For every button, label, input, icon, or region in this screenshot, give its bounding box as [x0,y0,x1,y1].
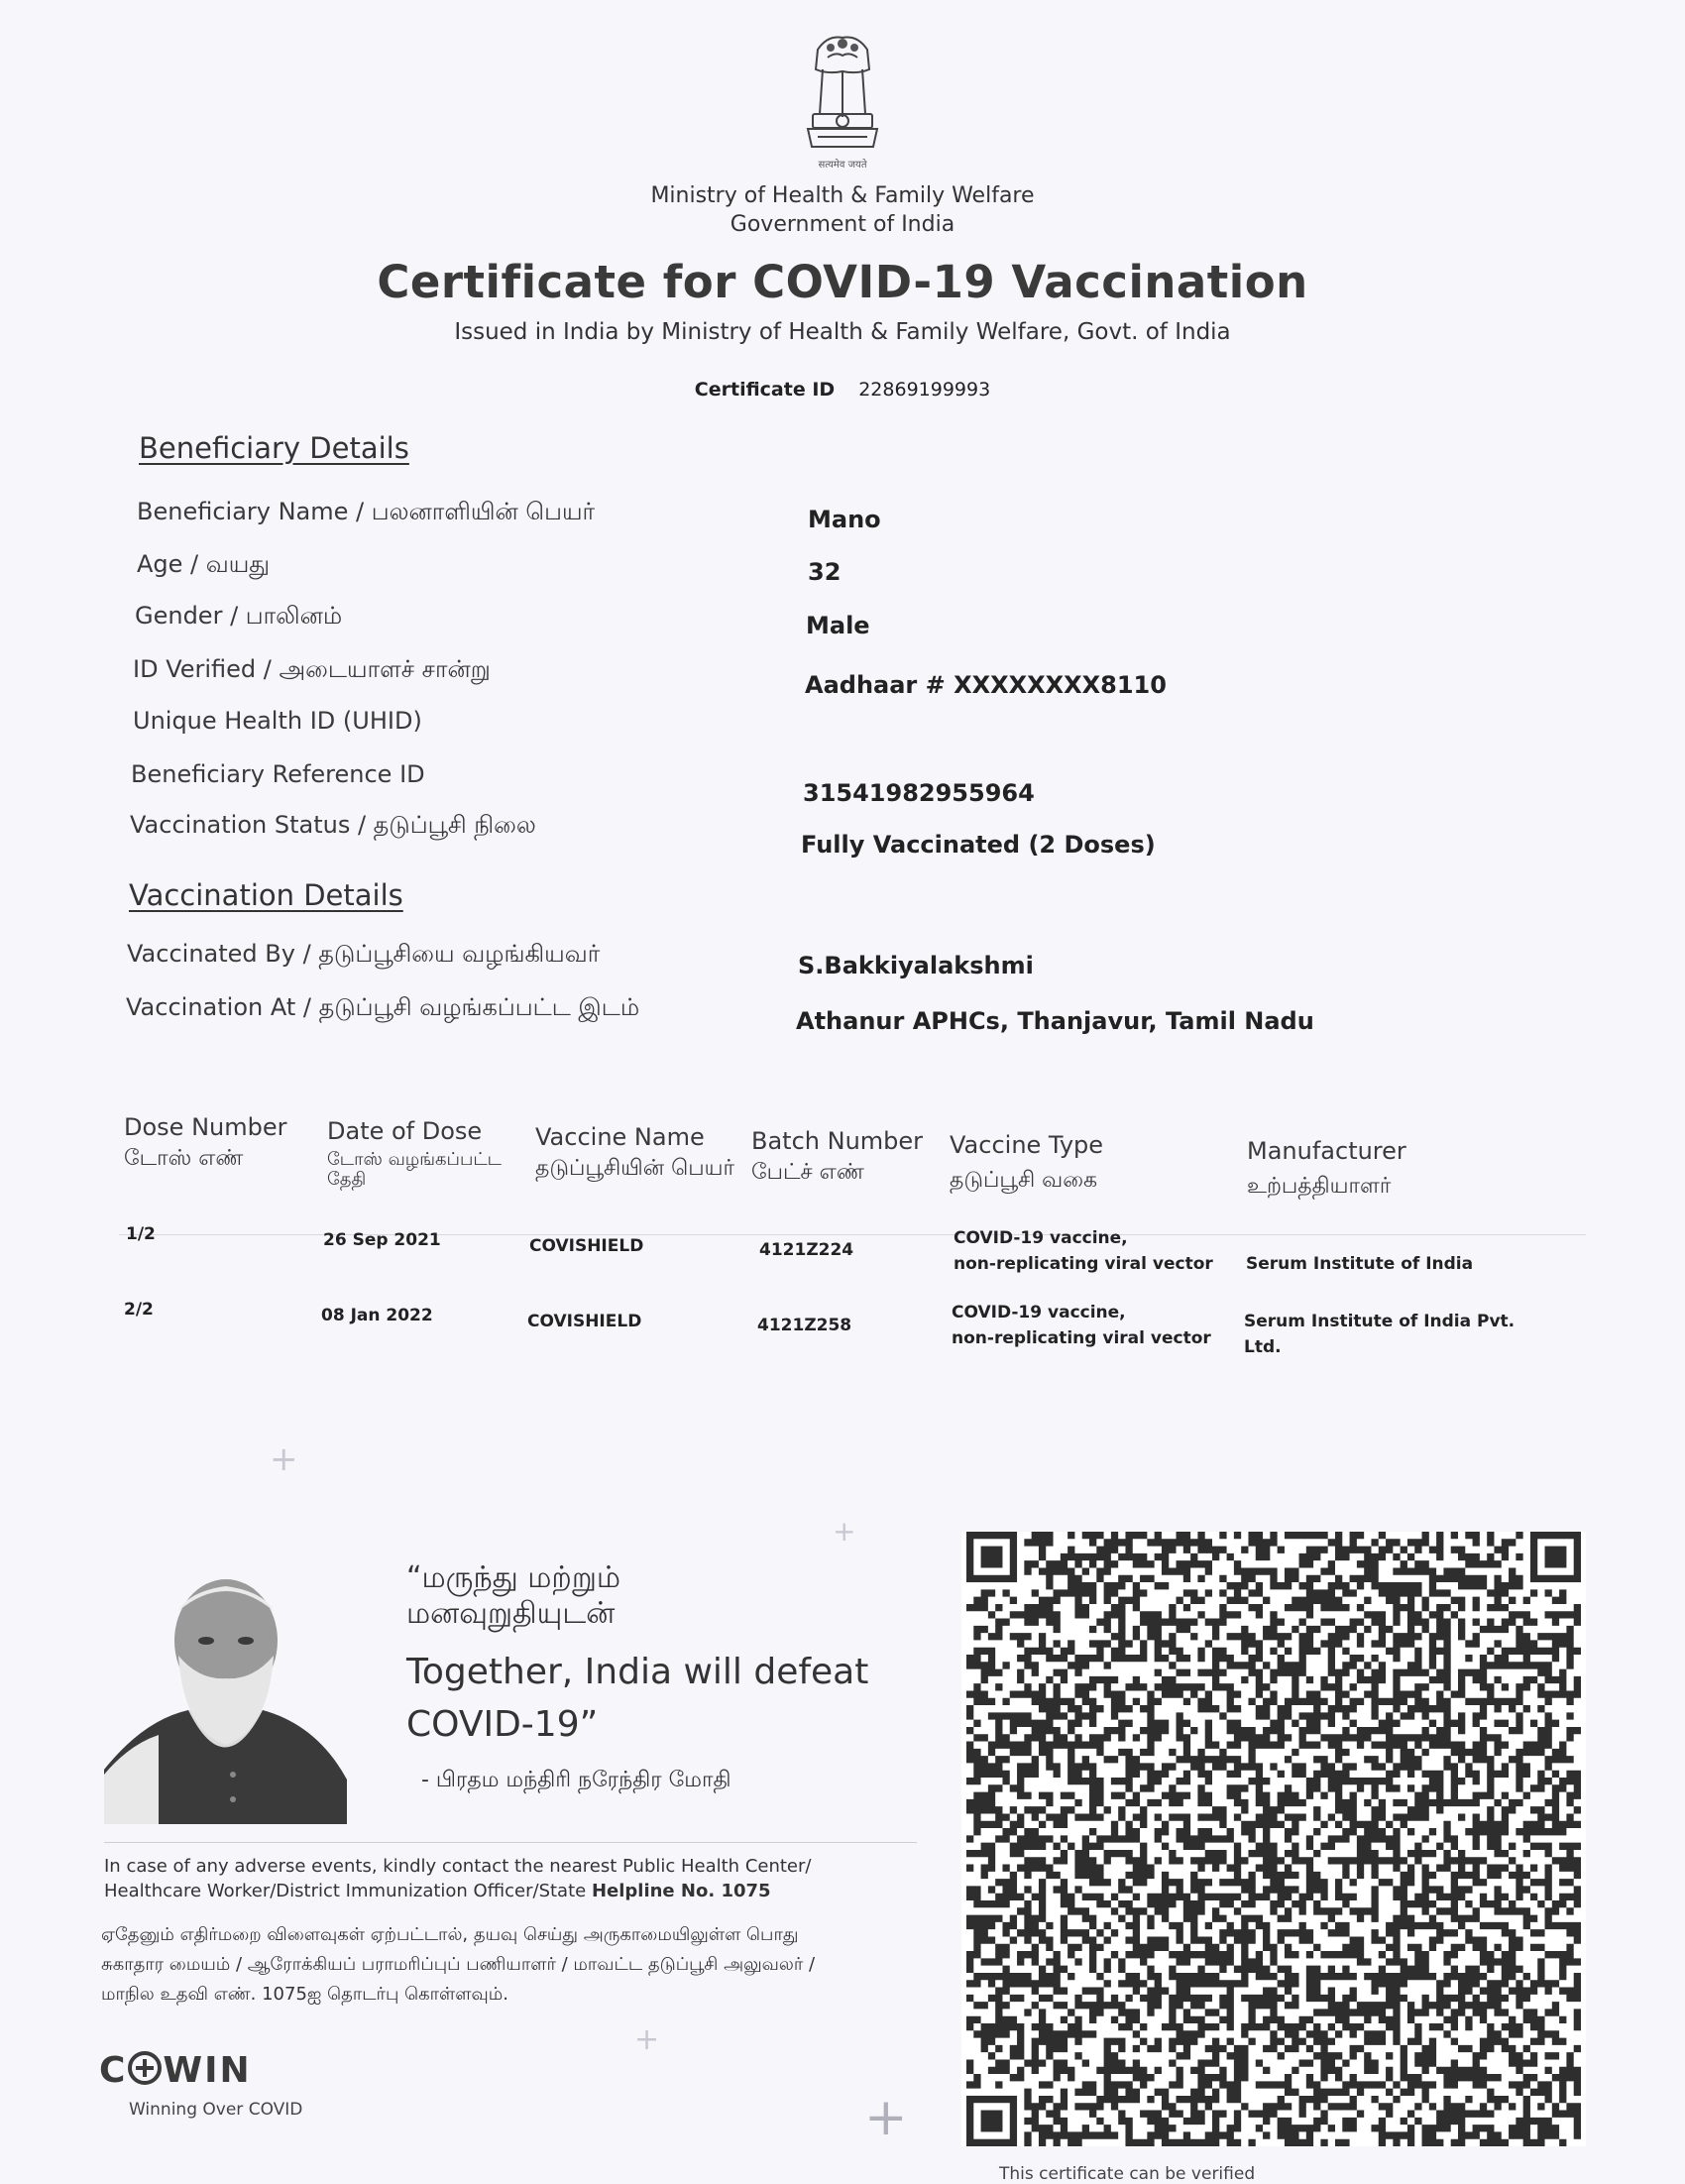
manufacturer-header-en: Manufacturer [1247,1137,1406,1165]
table-row-1-dose: 1/2 [126,1224,156,1244]
vaccination-at-label: Vaccination At / தடுப்பூசி வழங்கப்பட்ட இடம் [126,993,640,1021]
adverse-events-notice [104,1854,897,1903]
helpline-number: Helpline No. 1075 [591,1881,771,1901]
table-row-2-vaccine: COVISHIELD [527,1312,642,1331]
table-row-2-type-line1: COVID-19 vaccine, [952,1303,1126,1322]
qr-finder-pattern [1530,1532,1581,1582]
quote-attribution: - பிரதம மந்திரி நரேந்திர மோதி [421,1768,731,1792]
cowin-plus-icon [128,2051,162,2085]
table-row-2-dose: 2/2 [124,1300,154,1320]
qr-code [961,1532,1586,2146]
table-row-2-type [952,1300,1211,1351]
certificate-id-value: 22869199993 [858,379,991,401]
quote-tamil-line1: “மருந்து மற்றும் [406,1560,621,1595]
table-row-1-manufacturer-line1: Serum Institute of India [1246,1254,1474,1274]
certificate-id [595,379,1090,401]
date-of-dose-header [327,1112,535,1190]
id-verified-label: ID Verified / அடையாளச் சான்று [133,655,491,683]
quote-divider [104,1842,917,1843]
vaccinated-by-label: Vaccinated By / தடுப்பூசியை வழங்கியவர் [127,940,601,968]
decorative-plus-icon: + [833,1515,856,1548]
batch-number-header [751,1122,950,1186]
dose-number-header-en: Dose Number [124,1113,287,1141]
adverse-events-tamil-line1: ஏதேனும் எதிர்மறை விளைவுகள் ஏற்பட்டால், தயவு செய்து அருகாமையிலுள்ள பொது [101,1924,799,1945]
quote-english-line2: COVID-19” [406,1704,599,1745]
quote-tamil-line2: மனவுறுதியுடன் [406,1596,616,1631]
decorative-plus-icon: + [864,2088,908,2147]
page-title: Certificate for COVID-19 Vaccination [377,256,1308,308]
vaccination-status-value: Fully Vaccinated (2 Doses) [801,831,1156,859]
vaccine-type-header-en: Vaccine Type [950,1131,1104,1159]
beneficiary-reference-id-value: 31541982955964 [803,779,1035,807]
table-row-1-batch: 4121Z224 [759,1240,854,1260]
vaccination-details-heading: Vaccination Details [129,878,403,912]
cowin-logo-win: WIN [163,2050,252,2091]
adverse-events-line2-text: Healthcare Worker/District Immunization Officer/State [104,1881,587,1901]
table-row-1-vaccine: COVISHIELD [529,1236,644,1256]
table-row-2-date: 08 Jan 2022 [321,1306,433,1325]
quote-english [406,1646,922,1751]
table-row-2-type-line2: non-replicating viral vector [952,1328,1211,1348]
beneficiary-details-heading: Beneficiary Details [139,431,409,465]
table-row-1-type [954,1225,1213,1277]
manufacturer-header-ta: உற்பத்தியாளர் [1247,1174,1392,1199]
cowin-tagline: Winning Over COVID [129,2100,303,2120]
table-row-2-manufacturer-line1: Serum Institute of India Pvt. [1244,1312,1516,1331]
beneficiary-reference-id-label: Beneficiary Reference ID [131,760,425,788]
vaccinated-by-value: S.Bakkiyalakshmi [798,952,1034,979]
table-row-2-manufacturer-line2: Ltd. [1244,1337,1282,1357]
batch-number-header-ta: பேட்ச் எண் [751,1160,864,1185]
beneficiary-name-label: Beneficiary Name / பலனாளியின் பெயர் [137,498,596,525]
decorative-plus-icon: + [270,1439,298,1479]
adverse-events-notice-tamil [101,1920,914,2010]
quote-tamil [406,1560,620,1632]
ministry-name: Ministry of Health & Family Welfare [650,183,1035,208]
table-row-1-type-line2: non-replicating viral vector [954,1254,1213,1274]
table-row-2-manufacturer [1244,1309,1515,1360]
cowin-logo [99,2050,252,2091]
manufacturer-header [1247,1132,1505,1200]
age-label: Age / வயது [137,550,271,578]
vaccine-type-header-ta: தடுப்பூசி வகை [950,1168,1098,1193]
table-row-1-date: 26 Sep 2021 [323,1230,441,1250]
cowin-logo-c: C [99,2050,128,2091]
ministry-heading [446,181,1239,239]
id-verified-value: Aadhaar # XXXXXXXX8110 [805,671,1167,699]
issued-by-line: Issued in India by Ministry of Health & Family Welfare, Govt. of India [454,319,1231,345]
vaccination-status-label: Vaccination Status / தடுப்பூசி நிலை [130,811,536,839]
vaccination-at-value: Athanur APHCs, Thanjavur, Tamil Nadu [796,1007,1314,1035]
qr-verification-note: This certificate can be verified [999,2164,1256,2184]
emblem-motto: सत्यमेव जयते [818,160,867,171]
table-row-1-type-line1: COVID-19 vaccine, [954,1228,1128,1248]
vaccine-name-header [535,1118,753,1182]
date-of-dose-header-en: Date of Dose [327,1117,483,1145]
age-value: 32 [808,558,842,586]
decorative-plus-icon: + [634,2022,660,2057]
uhid-label: Unique Health ID (UHID) [133,707,422,735]
adverse-events-line2 [104,1879,897,1903]
adverse-events-tamil-line3: மாநில உதவி எண். 1075ஐ தொடர்பு கொள்ளவும். [101,1984,508,2005]
certificate-id-label: Certificate ID [694,379,836,401]
table-row-2-batch: 4121Z258 [757,1316,852,1335]
qr-finder-pattern [966,2096,1017,2146]
adverse-events-tamil-line2: சுகாதார மையம் / ஆரோக்கியப் பராமரிப்புப் பணியாளர் / மாவட்ட தடுப்பூசி அலுவலர் / [101,1954,816,1975]
dose-number-header-ta: டோஸ் எண் [124,1146,244,1171]
qr-finder-pattern [966,1532,1017,1582]
date-of-dose-header-ta: டோஸ் வழங்கப்பட்ட தேதி [327,1149,503,1190]
dose-number-header [124,1108,322,1172]
national-emblem-icon [798,30,887,169]
gender-label: Gender / பாலினம் [135,602,343,630]
prime-minister-portrait [104,1571,347,1824]
table-row-1-manufacturer [1246,1251,1473,1277]
vaccine-name-header-en: Vaccine Name [535,1123,705,1151]
adverse-events-line1: In case of any adverse events, kindly contact the nearest Public Health Center/ [104,1856,812,1877]
batch-number-header-en: Batch Number [751,1127,924,1155]
vaccine-name-header-ta: தடுப்பூசியின் பெயர் [535,1156,734,1181]
quote-english-line1: Together, India will defeat [406,1652,869,1692]
beneficiary-name-value: Mano [808,506,881,533]
gender-value: Male [806,612,870,639]
government-name: Government of India [730,212,955,237]
qr-modules [966,1532,1581,2146]
vaccine-type-header [950,1126,1207,1194]
